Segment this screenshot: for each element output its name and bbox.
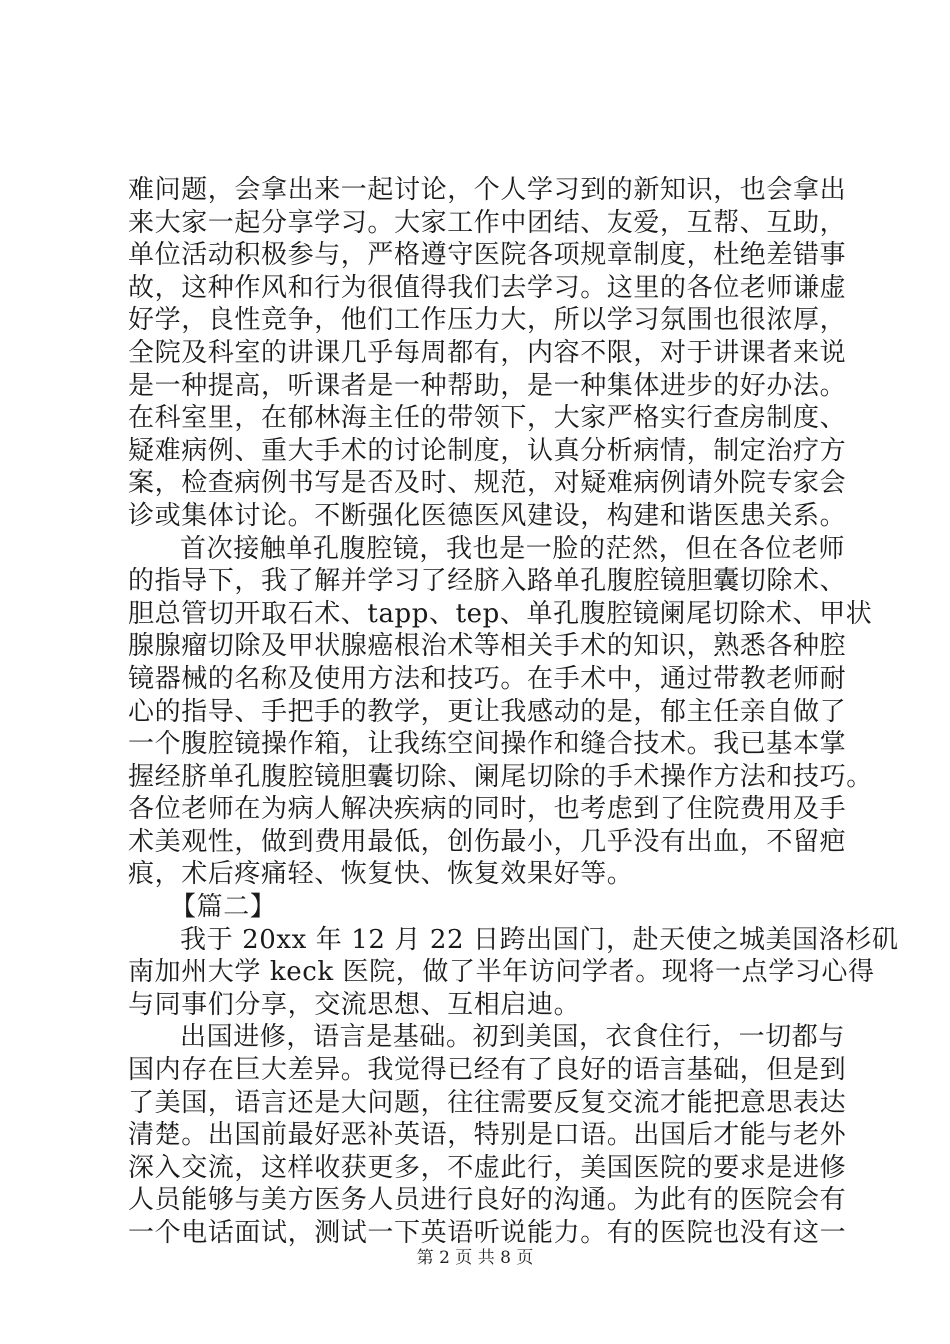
text-line: 诊或集体讨论。不断强化医德医风建设，构建和谐医患关系。: [128, 500, 847, 531]
text-line: 握经脐单孔腹腔镜胆囊切除、阑尾切除的手术操作方法和技巧。: [128, 761, 873, 792]
text-line: 的指导下，我了解并学习了经脐入路单孔腹腔镜胆囊切除术、: [128, 566, 847, 597]
text-line: 故，这种作风和行为很值得我们去学习。这里的各位老师谦虚: [128, 272, 847, 303]
text-line: 好学，良性竞争，他们工作压力大，所以学习氛围也很浓厚，: [128, 305, 847, 336]
body-text: [128, 174, 899, 1250]
text-line: 腺腺瘤切除及甲状腺癌根治术等相关手术的知识，熟悉各种腔: [128, 631, 847, 662]
text-line: 我于 20xx 年 12 月 22 日跨出国门，赴天使之城美国洛杉矶: [180, 924, 899, 955]
text-line: 是一种提高，听课者是一种帮助，是一种集体进步的好办法。: [128, 370, 847, 401]
text-line: 案，检查病例书写是否及时、规范，对疑难病例请外院专家会: [128, 468, 847, 499]
text-line: 疑难病例、重大手术的讨论制度，认真分析病情，制定治疗方: [128, 435, 847, 466]
text-line: 深入交流，这样收获更多，不虚此行，美国医院的要求是进修: [128, 1152, 847, 1183]
text-line: 一个电话面试，测试一下英语听说能力。有的医院也没有这一: [128, 1218, 847, 1248]
text-line: 胆总管切开取石术、tapp、tep、单孔腹腔镜阑尾切除术、甲状: [128, 598, 873, 629]
text-line: 心的指导、手把手的教学，更让我感动的是，郁主任亲自做了: [128, 696, 847, 727]
section-heading: 【篇二】: [170, 892, 277, 923]
text-line: 各位老师在为病人解决疾病的同时，也考虑到了住院费用及手: [128, 794, 847, 825]
text-line: 人员能够与美方医务人员进行良好的沟通。为此有的医院会有: [128, 1185, 847, 1216]
page-footer: 第 2 页 共 8 页: [416, 1248, 534, 1268]
text-line: 来大家一起分享学习。大家工作中团结、友爱，互帮、互助，: [128, 207, 847, 238]
text-line: 镜器械的名称及使用方法和技巧。在手术中，通过带教老师耐: [128, 663, 847, 694]
text-line: 痕，术后疼痛轻、恢复快、恢复效果好等。: [128, 859, 634, 890]
text-line: 术美观性，做到费用最低，创伤最小，几乎没有出血，不留疤: [128, 826, 847, 857]
text-line: 首次接触单孔腹腔镜，我也是一脸的茫然，但在各位老师: [180, 533, 846, 564]
text-line: 清楚。出国前最好恶补英语，特别是口语。出国后才能与老外: [128, 1120, 847, 1151]
text-line: 单位活动积极参与，严格遵守医院各项规章制度，杜绝差错事: [128, 240, 847, 271]
text-line: 国内存在巨大差异。我觉得已经有了良好的语言基础，但是到: [128, 1055, 847, 1086]
text-line: 全院及科室的讲课几乎每周都有，内容不限，对于讲课者来说: [128, 337, 847, 368]
text-line: 与同事们分享，交流思想、互相启迪。: [128, 989, 581, 1020]
text-line: 南加州大学 keck 医院，做了半年访问学者。现将一点学习心得: [128, 957, 875, 988]
text-line: 出国进修，语言是基础。初到美国，衣食住行，一切都与: [180, 1022, 846, 1053]
text-line: 了美国，语言还是大问题，往往需要反复交流才能把意思表达: [128, 1087, 847, 1118]
text-line: 在科室里，在郁林海主任的带领下，大家严格实行查房制度、: [128, 403, 847, 434]
text-line: 一个腹腔镜操作箱，让我练空间操作和缝合技术。我已基本掌: [128, 729, 847, 760]
text-line: 难问题，会拿出来一起讨论，个人学习到的新知识，也会拿出: [128, 175, 847, 205]
